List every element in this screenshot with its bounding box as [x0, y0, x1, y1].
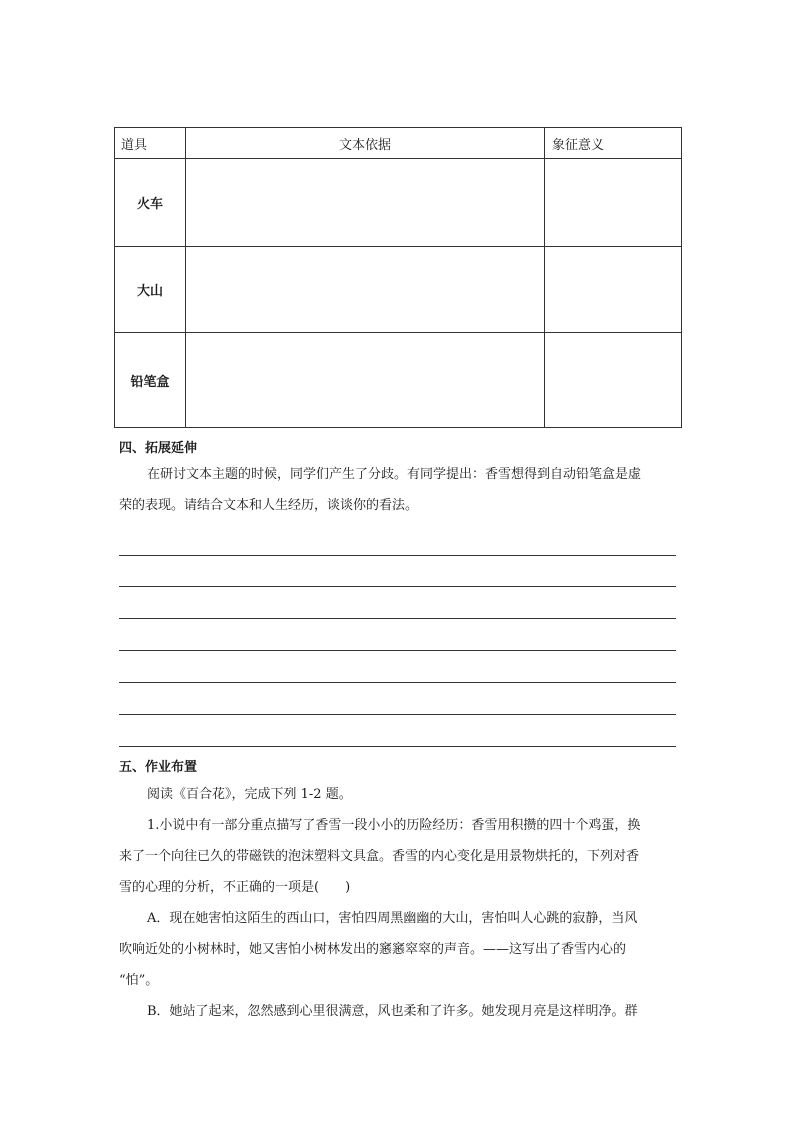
answer-line[interactable] — [119, 682, 676, 683]
table-header-row — [115, 128, 682, 159]
question-1-line: 来了一个向往已久的带磁铁的泡沫塑料文具盒。香雪的内心变化是用景物烘托的，下列对香 — [119, 849, 640, 864]
prompt-line: 荣的表现。请结合文本和人生经历，谈谈你的看法。 — [119, 498, 419, 513]
evidence-cell[interactable] — [186, 247, 545, 333]
answer-line[interactable] — [119, 714, 676, 715]
answer-line[interactable] — [119, 746, 676, 747]
answer-line[interactable] — [119, 618, 676, 619]
evidence-cell[interactable] — [186, 159, 545, 247]
question-1-line: 1.小说中有一部分重点描写了香雪一段小小的历险经历：香雪用积攒的四十个鸡蛋，换 — [147, 818, 641, 833]
row-label-train: 火车 — [115, 159, 186, 247]
row-label-mountain: 大山 — [115, 247, 186, 333]
answer-line[interactable] — [119, 555, 676, 556]
answer-line[interactable] — [119, 650, 676, 651]
section-5-title: 五、作业布置 — [119, 760, 198, 775]
header-prop: 道具 — [115, 128, 186, 159]
option-a-line: A．现在她害怕这陌生的西山口，害怕四周黑幽幽的大山，害怕叫人心跳的寂静，当风 — [147, 911, 638, 926]
table-row — [115, 333, 682, 428]
table-row — [115, 159, 682, 247]
meaning-cell[interactable] — [545, 159, 682, 247]
section-4-title: 四、拓展延伸 — [119, 441, 198, 456]
meaning-cell[interactable] — [545, 333, 682, 428]
assignment-intro: 阅读《百合花》，完成下列 1-2 题。 — [147, 787, 352, 802]
answer-line[interactable] — [119, 586, 676, 587]
table-row — [115, 247, 682, 333]
option-b-line: B．她站了起来，忽然感到心里很满意，风也柔和了许多。她发现月亮是这样明净。群 — [147, 1004, 638, 1019]
section-5-body — [119, 779, 677, 1027]
props-table — [114, 127, 682, 428]
option-a-line: 吹响近处的小树林时，她又害怕小树林发出的窸窸窣窣的声音。——这写出了香雪内心的 — [119, 942, 627, 957]
meaning-cell[interactable] — [545, 247, 682, 333]
header-meaning: 象征意义 — [545, 128, 682, 159]
prompt-line: 在研讨文本主题的时候，同学们产生了分歧。有同学提出：香雪想得到自动铅笔盒是虚 — [147, 467, 642, 482]
question-1-line: 雪的心理的分析，不正确的一项是( ) — [119, 880, 351, 895]
evidence-cell[interactable] — [186, 333, 545, 428]
section-4-prompt — [119, 459, 677, 521]
header-evidence: 文本依据 — [186, 128, 545, 159]
row-label-pencil-box: 铅笔盒 — [115, 333, 186, 428]
option-a-line: “怕”。 — [119, 973, 159, 988]
